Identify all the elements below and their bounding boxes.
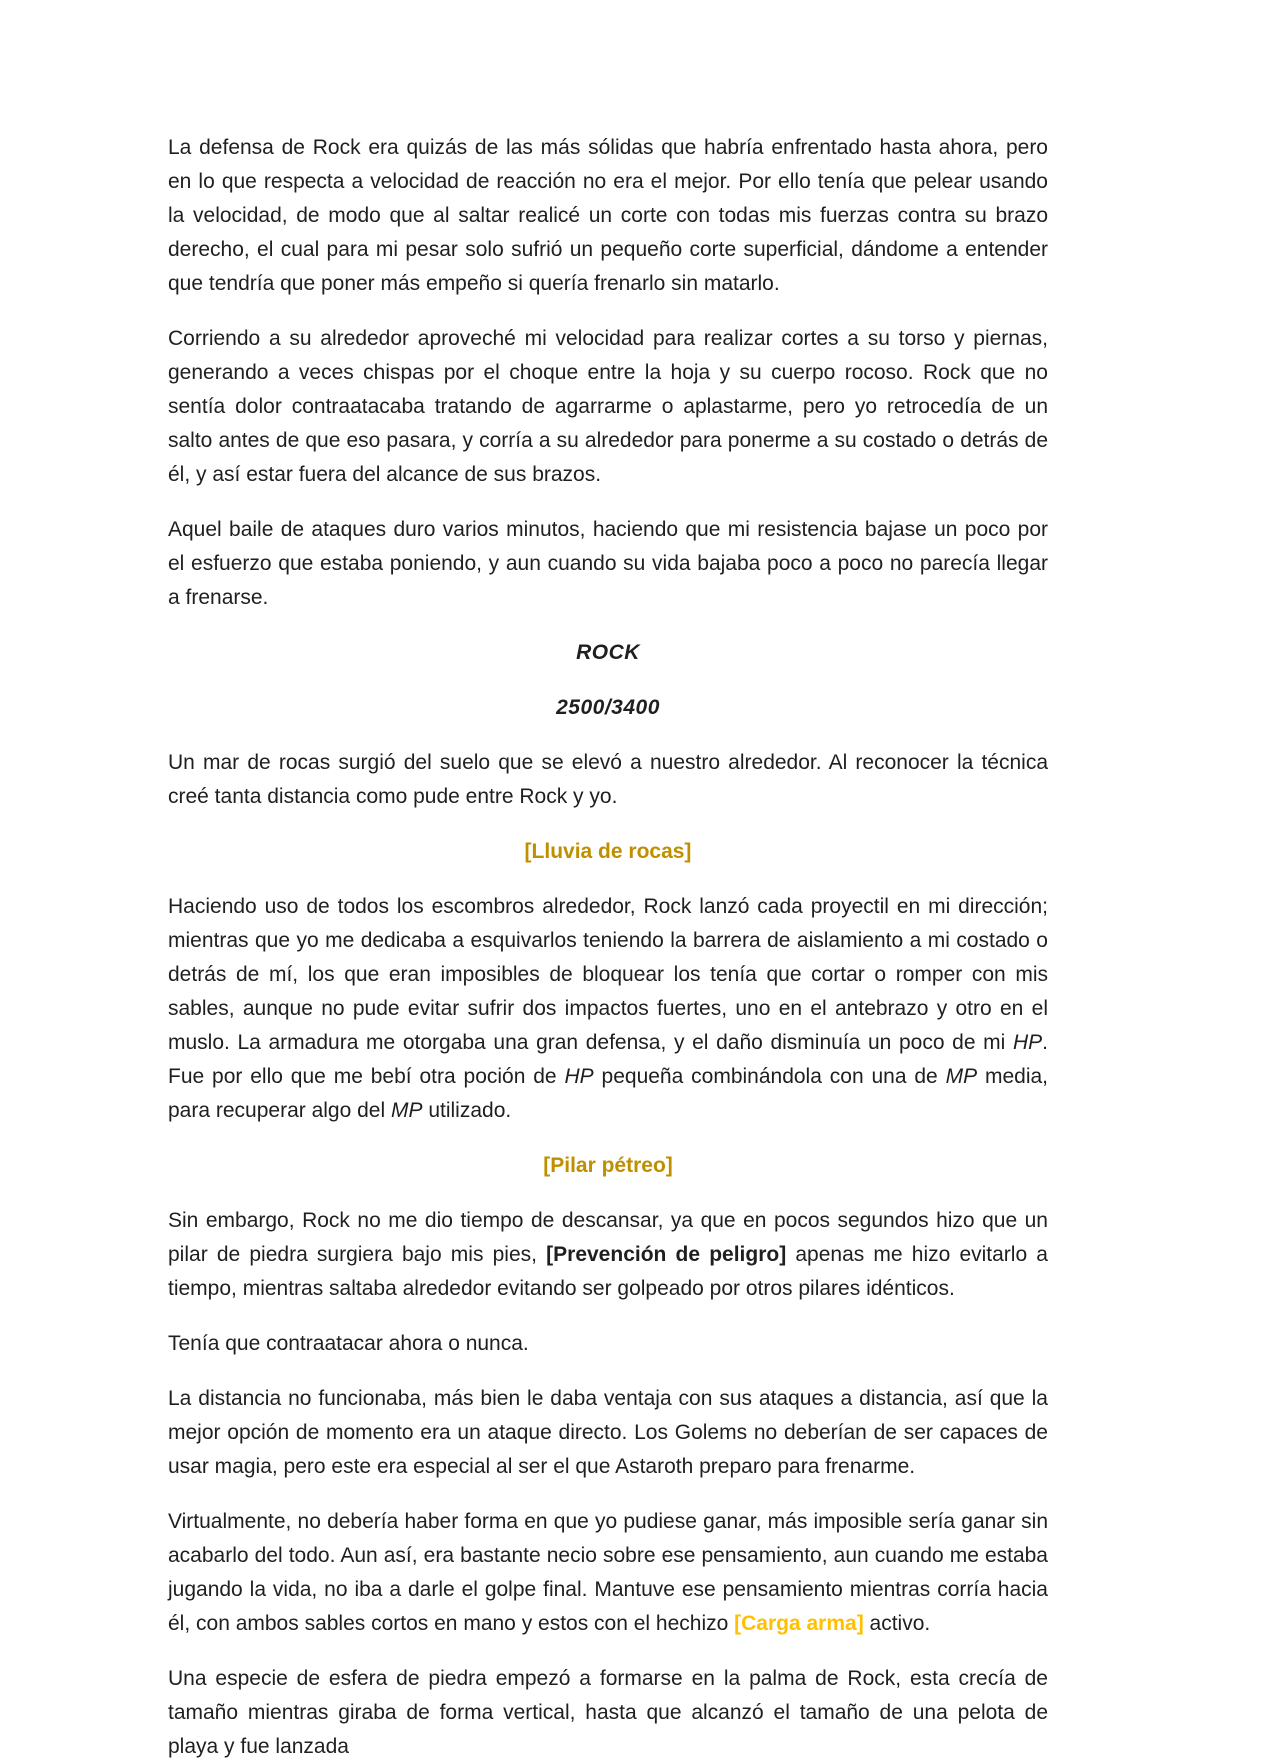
paragraph-text: Aquel baile de ataques duro varios minutos, haciendo que mi resistencia bajase un poco por el esfuerzo que estaba poniendo, y aun cuando su vida bajaba poco a poco no parecía llegar a frenarse. xyxy=(168,518,1048,609)
skill-header-pilar-petreo xyxy=(168,1149,1048,1183)
skill-name-prevencion-de-peligro: [Prevención de peligro] xyxy=(546,1243,787,1266)
paragraph-9 xyxy=(168,1505,1048,1641)
paragraph-5 xyxy=(168,890,1048,1128)
paragraph-3 xyxy=(168,513,1048,615)
paragraph-text: Corriendo a su alrededor aproveché mi velocidad para realizar cortes a su torso y piernas, generando a veces chispas por el choque entre la hoja y su cuerpo rocoso. Rock que no sentía dolor contraatacaba tratando de agarrarme o aplastarme, pero yo retrocedía de un salto antes de que eso pasara, y corría a su alrededor para ponerme a su costado o detrás de él, y así estar fuera del alcance de sus brazos. xyxy=(168,327,1048,486)
paragraph-text: Haciendo uso de todos los escombros alrededor, Rock lanzó cada proyectil en mi dirección; mientras que yo me dedicaba a esquivarlos teniendo la barrera de aislamiento a mi costado o detrás de mí, los que eran imposibles de bloquear los tenía que cortar o romper con mis sables, aunque no pude evitar sufrir dos impactos fuertes, uno en el antebrazo y otro en el muslo. La armadura me otorgaba una gran defensa, y el daño disminuía un poco de mi xyxy=(168,895,1048,1054)
paragraph-text: Sin embargo, Rock no me dio tiempo de descansar, ya que en pocos segundos hizo que un pilar de piedra surgiera bajo mis pies, xyxy=(168,1209,1048,1266)
paragraph-4 xyxy=(168,746,1048,814)
paragraph-2 xyxy=(168,322,1048,492)
paragraph-text: utilizado. xyxy=(422,1099,512,1122)
stat-abbrev-mp: MP xyxy=(390,1099,423,1122)
paragraph-text: activo. xyxy=(863,1612,931,1635)
stat-abbrev-mp: MP xyxy=(945,1065,978,1088)
stat-abbrev-hp: HP xyxy=(1012,1031,1043,1054)
paragraph-8 xyxy=(168,1382,1048,1484)
heading-text: 2500/3400 xyxy=(556,696,660,719)
paragraph-1 xyxy=(168,131,1048,301)
paragraph-text: apenas me hizo evitarlo a tiempo, mientras saltaba alrededor evitando ser golpeado por otros pilares idénticos. xyxy=(168,1243,1048,1300)
paragraph-text: Una especie de esfera de piedra empezó a formarse en la palma de Rock, esta crecía de tamaño mientras giraba de forma vertical, hasta que alcanzó el tamaño de una pelota de playa y fue lanzada xyxy=(168,1667,1048,1758)
paragraph-text: Virtualmente, no debería haber forma en que yo pudiese ganar, más imposible sería ganar sin acabarlo del todo. Aun así, era bastante necio sobre ese pensamiento, aun cuando me estaba jugando la vida, no iba a darle el golpe final. Mantuve ese pensamiento mientras corría hacia él, con ambos sables cortos en mano y estos con el hechizo xyxy=(168,1510,1048,1635)
skill-name-carga-arma: [Carga arma] xyxy=(734,1612,864,1635)
paragraph-text: La distancia no funcionaba, más bien le daba ventaja con sus ataques a distancia, así que la mejor opción de momento era un ataque directo. Los Golems no deberían de ser capaces de usar magia, pero este era especial al ser el que Astaroth preparo para frenarme. xyxy=(168,1387,1048,1478)
paragraph-text: media, para recuperar algo del xyxy=(168,1065,1048,1122)
paragraph-6 xyxy=(168,1204,1048,1306)
paragraph-7 xyxy=(168,1327,1048,1361)
skill-name: [Lluvia de rocas] xyxy=(524,840,692,863)
skill-name: [Pilar pétreo] xyxy=(543,1154,673,1177)
paragraph-text: Un mar de rocas surgió del suelo que se elevó a nuestro alrededor. Al reconocer la técnica creé tanta distancia como pude entre Rock y yo. xyxy=(168,751,1048,808)
paragraph-10 xyxy=(168,1662,1048,1764)
paragraph-text: Tenía que contraatacar ahora o nunca. xyxy=(168,1332,529,1355)
heading-rock xyxy=(168,636,1048,670)
paragraph-text: La defensa de Rock era quizás de las más sólidas que habría enfrentado hasta ahora, pero en lo que respecta a velocidad de reacción no era el mejor. Por ello tenía que pelear usando la velocidad, de modo que al saltar realicé un corte con todas mis fuerzas contra su brazo derecho, el cual para mi pesar solo sufrió un pequeño corte superficial, dándome a entender que tendría que poner más empeño si quería frenarlo sin matarlo. xyxy=(168,136,1048,295)
heading-text: ROCK xyxy=(576,641,640,664)
stat-abbrev-hp: HP xyxy=(564,1065,594,1088)
heading-hp-counter xyxy=(168,691,1048,725)
paragraph-text: . Fue por ello que me bebí otra poción de xyxy=(168,1031,1048,1088)
skill-header-lluvia-de-rocas xyxy=(168,835,1048,869)
paragraph-text: pequeña combinándola con una de xyxy=(593,1065,946,1088)
